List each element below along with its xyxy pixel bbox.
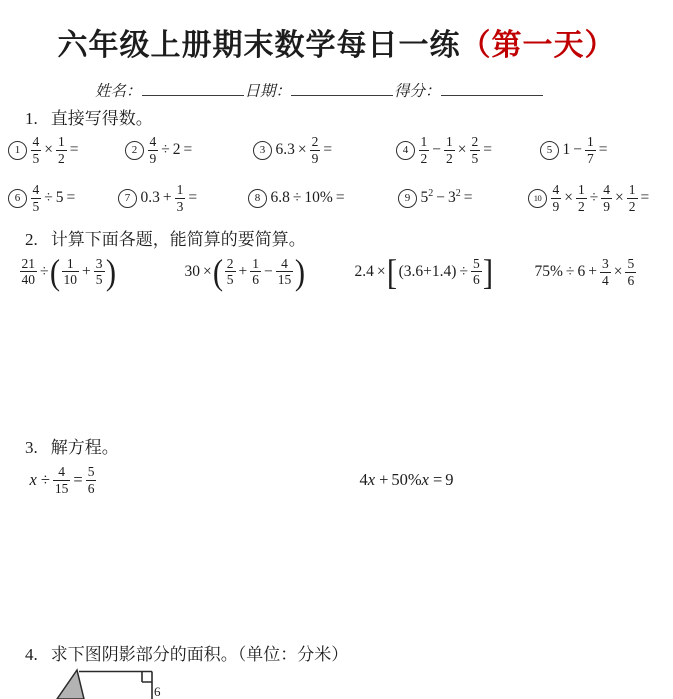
math-expression: 75% ÷ 6 + $\frac{3}{4}$ × $\frac{5}{6}$	[534, 256, 635, 288]
problem	[18, 243, 116, 301]
math-expression: 6.8 ÷ 10% =	[270, 189, 345, 206]
math-expression: $5^2$ − $3^2$ =	[420, 187, 473, 206]
problem	[118, 175, 199, 221]
problem-number: 5	[540, 141, 559, 160]
math-expression: $\frac{4}{9}$ × $\frac{1}{2}$ ÷ $\frac{4}{9}$ × $\frac{1}{2}$ =	[552, 182, 650, 214]
math-expression: 1 2 − $\frac{1}{2}$ × $\frac{2}{5}$ =	[420, 134, 492, 166]
math-expression: $\frac{4}{9}$ ÷ 2 =	[149, 134, 193, 166]
problem	[125, 127, 194, 173]
problem	[398, 175, 474, 221]
section-4-heading: 4. 求下图阴影部分的面积。（单位：分米）	[25, 645, 349, 664]
problem	[8, 175, 77, 221]
name-label: 姓名：	[95, 83, 142, 100]
name-blank	[142, 81, 244, 96]
problem	[353, 243, 493, 301]
problem-number: 4	[396, 141, 415, 160]
problem-number: 6	[8, 189, 27, 208]
problem-number: 1	[8, 141, 27, 160]
math-expression: 2.4 × [ (3.6+1.4) ÷ $\frac{5}{6}$ ]	[354, 251, 494, 292]
problem-number: 2	[125, 141, 144, 160]
score-blank	[441, 81, 543, 96]
problem	[8, 127, 80, 173]
title-day: （第一天）	[460, 29, 616, 62]
s1-row-1	[0, 127, 673, 173]
problem	[358, 455, 455, 505]
s2-row	[0, 243, 673, 301]
date-label: 日期：	[244, 83, 292, 100]
student-info-line	[95, 79, 544, 101]
math-expression: $\frac{21}{40}$ ÷ ( 1 10 + $\frac{3}{5}$ )	[21, 251, 117, 292]
worksheet-title	[0, 20, 673, 64]
figure-outline	[79, 672, 152, 699]
geometry-figure	[50, 663, 200, 699]
math-expression: x ÷ $\frac{4}{15}$ = $\frac{5}{6}$	[29, 464, 95, 496]
problem	[540, 127, 609, 173]
problem-number: 8	[248, 189, 267, 208]
title-main: 六年级上册期末数学每日一练	[57, 29, 461, 62]
math-expression: $\frac{4}{5}$ ÷ 5 =	[32, 182, 76, 214]
math-expression: $\frac{4}{5}$ × $\frac{1}{2}$ =	[32, 134, 79, 166]
problem	[528, 175, 651, 221]
problem	[253, 127, 334, 173]
problem-number: 10	[528, 189, 547, 208]
s3-row	[0, 455, 673, 505]
problem	[28, 455, 98, 505]
problem-number: 3	[253, 141, 272, 160]
problem-number: 9	[398, 189, 417, 208]
problem	[396, 127, 494, 173]
score-label: 得分：	[394, 83, 441, 100]
math-expression: 4x + 50%x = 9	[359, 470, 454, 489]
figure-dimension-label: 6	[154, 684, 161, 699]
problem	[183, 243, 305, 301]
s1-row-2	[0, 175, 673, 221]
problem	[248, 175, 346, 221]
math-expression: 0.3 + $\frac{1}{3}$ =	[140, 182, 198, 214]
date-blank	[291, 81, 393, 96]
shaded-triangle	[57, 670, 84, 699]
section-3-heading: 3. 解方程。	[25, 438, 119, 457]
section-1-heading: 1. 直接写得数。	[25, 109, 153, 128]
math-expression: 30 × ( 2 5 + $\frac{1}{6}$ − $\frac{4}{15}$ )	[184, 251, 305, 292]
section-2-heading: 2. 计算下面各题，能简算的要简算。	[25, 230, 306, 249]
math-expression: 6.3 × $\frac{2}{9}$ =	[275, 134, 333, 166]
math-expression: 1 − $\frac{1}{7}$ =	[562, 134, 608, 166]
problem	[533, 243, 638, 301]
problem-number: 7	[118, 189, 137, 208]
